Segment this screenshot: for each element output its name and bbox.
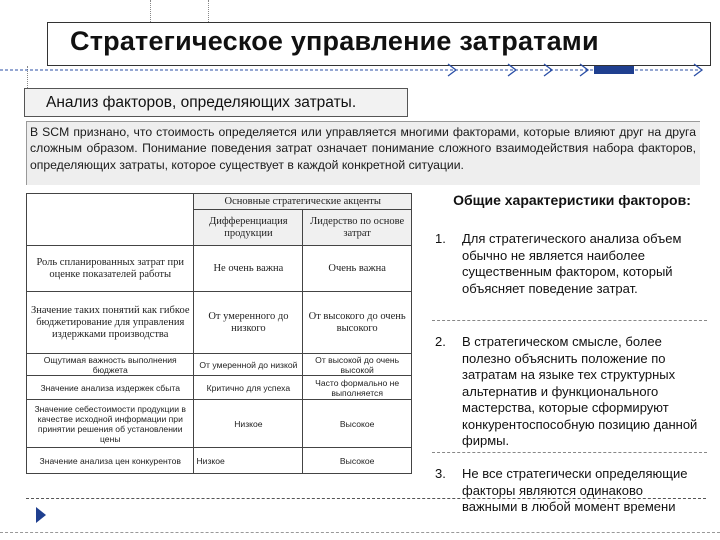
slide-subtitle: Анализ факторов, определяющих затраты. (46, 94, 357, 111)
table-row (27, 400, 412, 448)
table-row-label: Ощутимая важность выполнения бюджета (27, 354, 194, 376)
footer-bottom-line (0, 532, 720, 533)
list-item-number: 2. (435, 334, 446, 349)
intro-paragraph: В SCM признано, что стоимость определяется или управляется многими факторами, которые влияют друг на друга сложным образом. Понимание поведения затрат означает понимание сложного взаимодействия набора факторов, определяющих затраты, которое существует в каждой конкретной ситуации. (26, 121, 700, 185)
list-item-number: 1. (435, 231, 446, 246)
divider (432, 320, 707, 321)
list-item: Не все стратегически определяющие факторы являются одинаково важными в любой момент времени (462, 466, 688, 514)
table-row (27, 194, 412, 210)
table-row (27, 376, 412, 400)
table-cell: Высокое (303, 448, 412, 474)
table-row-label: Значение анализа издержек сбыта (27, 376, 194, 400)
characteristics-title: Общие характеристики факторов: (453, 192, 691, 208)
table-row (27, 354, 412, 376)
slide-title: Стратегическое управление затратами (70, 26, 599, 56)
table-cell: Низкое (194, 448, 303, 474)
chevron-bar (0, 62, 720, 78)
footer-divider (26, 498, 706, 499)
play-icon (35, 506, 47, 524)
table-cell: Критично для успеха (194, 376, 303, 400)
factors-table (26, 193, 412, 474)
guide-line-right (208, 0, 209, 22)
table-col-header-differentiation: Дифференциация продукции (194, 210, 303, 246)
chevron-bar-active-block (594, 66, 634, 74)
table-row (27, 448, 412, 474)
table-cell: Очень важна (303, 246, 412, 292)
table-cell: От умеренного до низкого (194, 292, 303, 354)
table-row-label: Роль спланированных затрат при оценке показателей работы (27, 246, 194, 292)
table-cell: От высокого до очень высокого (303, 292, 412, 354)
table-row (27, 292, 412, 354)
table-row-label: Значение таких понятий как гибкое бюджетирование для управления издержками производства (27, 292, 194, 354)
table-cell: Высокое (303, 400, 412, 448)
table-row-label: Значение себестоимости продукции в качестве исходной информации при принятии решения об установлении цены (27, 400, 194, 448)
table-row (27, 246, 412, 292)
table-cell: От высокой до очень высокой (303, 354, 412, 376)
table-cell: Часто формально не выполняется (303, 376, 412, 400)
table-cell: Не очень важна (194, 246, 303, 292)
list-item: В стратегическом смысле, более полезно объяснить положение по затратам на языке тех структурных альтернатив и функционального мастерства, которые сформируют конкурентоспособную позицию данной фирмы. (462, 334, 698, 448)
table-col-header-cost-leadership: Лидерство по основе затрат (303, 210, 412, 246)
list-item-number: 3. (435, 466, 446, 481)
table-group-header: Основные стратегические акценты (194, 194, 412, 210)
table-corner-cell (27, 194, 194, 246)
divider (432, 452, 707, 453)
table-row-label: Значение анализа цен конкурентов (27, 448, 194, 474)
table-cell: Низкое (194, 400, 303, 448)
table-cell: От умеренной до низкой (194, 354, 303, 376)
list-item: Для стратегического анализа объем обычно не является наиболее существенным фактором, который объясняет поведение затрат. (462, 231, 682, 296)
guide-line-left (150, 0, 151, 22)
